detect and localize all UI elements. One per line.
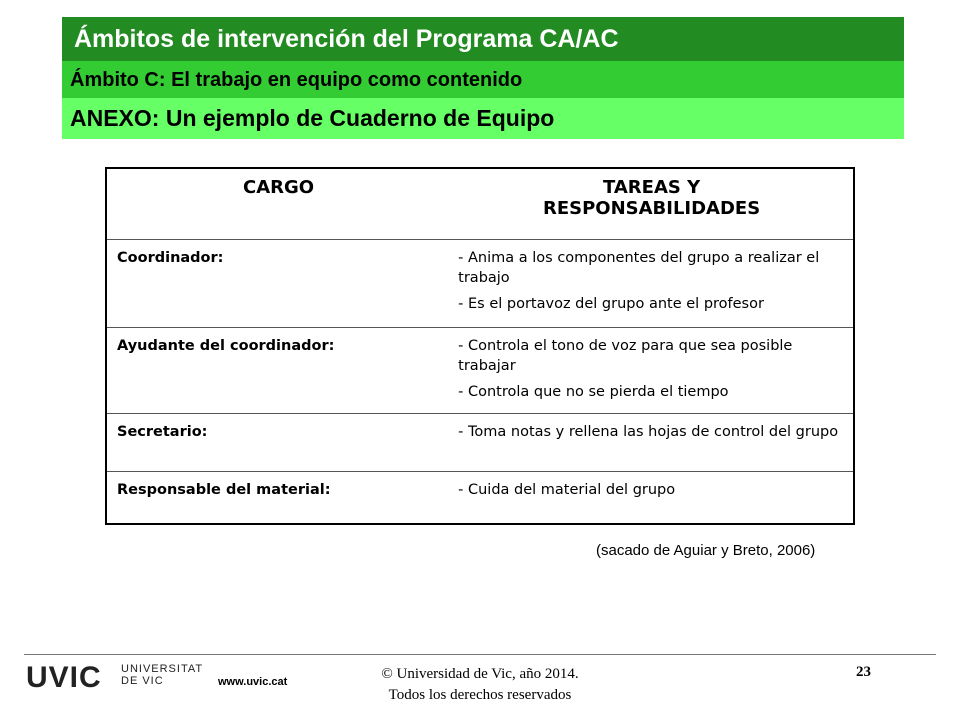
- task-item: - Toma notas y rellena las hojas de control del grupo: [458, 423, 839, 440]
- subtitle-band: [62, 61, 904, 98]
- tareas-cell: [450, 327, 853, 413]
- roles-table: [105, 167, 855, 525]
- logo-wordmark: UVIC: [26, 661, 102, 694]
- source-note: (sacado de Aguiar y Breto, 2006): [596, 542, 816, 559]
- logo-line1: UNIVERSITAT: [121, 663, 204, 675]
- logo-line2: DE VIC: [121, 675, 164, 687]
- copyright-line2: Todos los derechos reservados: [388, 687, 572, 703]
- website-link[interactable]: www.uvic.cat: [218, 676, 288, 688]
- task-item: - Controla el tono de voz para que sea posible trabajar: [458, 337, 793, 374]
- footer-divider: [24, 654, 936, 655]
- copyright-line1: © Universidad de Vic, año 2014.: [381, 666, 579, 682]
- table-row: [107, 239, 853, 327]
- logo-subtext: [121, 663, 203, 687]
- task-item: - Controla que no se pierda el tiempo: [458, 383, 729, 400]
- table-header-row: [107, 169, 853, 239]
- tareas-cell: [450, 471, 853, 523]
- section-band: [62, 98, 904, 139]
- section-title: ANEXO: Un ejemplo de Cuaderno de Equipo: [70, 105, 555, 131]
- tareas-cell: [450, 413, 853, 471]
- table-row: [107, 471, 853, 523]
- title-band: [62, 17, 904, 61]
- cargo-cell: Secretario:: [107, 413, 450, 471]
- page-title: Ámbitos de intervención del Programa CA/AC: [74, 25, 619, 53]
- copyright: [330, 664, 630, 706]
- cargo-cell: Coordinador:: [107, 239, 450, 327]
- cargo-cell: Ayudante del coordinador:: [107, 327, 450, 413]
- tareas-cell: [450, 239, 853, 327]
- page-subtitle: Ámbito C: El trabajo en equipo como contenido: [70, 69, 523, 91]
- header-cargo: CARGO: [107, 169, 450, 239]
- table-row: [107, 327, 853, 413]
- task-item: - Cuida del material del grupo: [458, 481, 676, 498]
- page-number: 23: [856, 664, 871, 680]
- header-tareas: TAREAS Y RESPONSABILIDADES: [450, 169, 853, 239]
- table-row: [107, 413, 853, 471]
- task-item: - Anima a los componentes del grupo a realizar el trabajo: [458, 249, 820, 286]
- task-item: - Es el portavoz del grupo ante el profesor: [458, 295, 764, 312]
- cargo-cell: Responsable del material:: [117, 481, 331, 498]
